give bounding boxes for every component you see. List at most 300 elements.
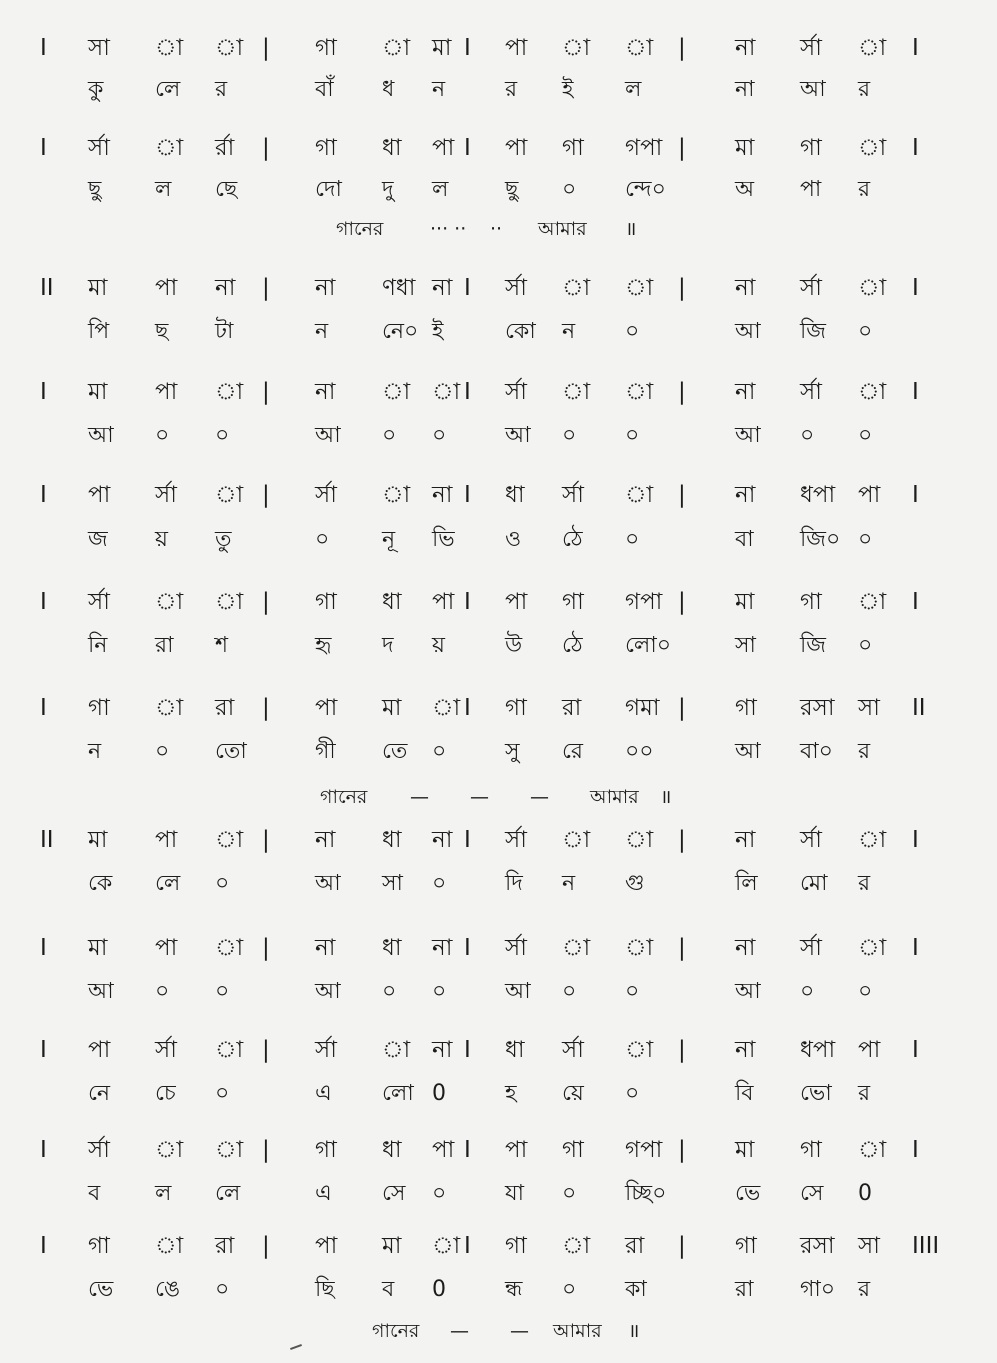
swara-row-cell: া [432,695,461,721]
swara-row-cell: পা [505,1137,528,1163]
lyric-row-cell: ন [432,77,446,102]
lyric-row-cell: ০ [155,739,170,764]
lyric-row-cell: আ [735,979,761,1004]
refrain-text: গানের [320,786,368,808]
lyric-row-cell: ০ [562,423,577,448]
lyric-row-cell: ০ [215,1081,230,1106]
swara-row-cell: | [262,695,270,721]
lyric-row-cell: র [858,77,871,102]
swara-row-cell: া [625,482,654,508]
lyric-row-cell: র [505,77,518,102]
swara-row-cell: গা [562,135,584,161]
lyric-row [0,1074,997,1114]
swara-row-cell: রসা [800,1233,835,1259]
lyric-row-cell: পা [800,177,822,202]
lyric-row-cell: য় [155,527,168,552]
swara-row-cell: I [40,35,47,61]
lyric-row-cell: জি [800,319,826,344]
lyric-row-cell: ০ [625,319,640,344]
swara-row-cell: | [678,827,686,853]
swara-row-cell: I [912,589,919,615]
swara-row-cell: | [262,1137,270,1163]
swara-row-cell: মা [735,135,755,161]
lyric-row-cell: ০০ [625,739,654,764]
lyric-row-cell: উ [505,633,523,658]
swara-row-cell: সা [88,35,110,61]
lyric-row-cell: দো [315,177,342,202]
swara-row-cell: র্সা [800,827,822,853]
swara-row-cell: া [625,935,654,961]
swara-row-cell: পা [432,589,455,615]
lyric-row [0,1270,997,1310]
swara-row-cell: রা [562,695,582,721]
lyric-row-cell: কো [505,319,536,344]
swara-row [0,128,997,168]
lyric-row [0,520,997,560]
lyric-row-cell: আ [505,423,531,448]
lyric-row-cell: 0 [432,1277,446,1302]
swara-row-cell: না [315,275,336,301]
lyric-row-cell: ০ [155,979,170,1004]
lyric-row-cell: ০ [625,979,640,1004]
lyric-row-cell: ঠে [562,527,583,552]
swara-row-cell: না [432,1037,453,1063]
lyric-row-cell: সু [505,739,520,764]
lyric-row-cell: আ [505,979,531,1004]
swara-row-cell: I [464,379,471,405]
lyric-row-cell: ০ [432,423,447,448]
lyric-row-cell: ভো [800,1081,832,1106]
lyric-row-cell: ধ [382,77,395,102]
swara-row-cell: সা [858,1233,880,1259]
swara-row-cell: I [912,275,919,301]
swara-row-cell: মা [735,1137,755,1163]
swara-row-cell: I [464,695,471,721]
lyric-row-cell: লে [155,871,181,896]
refrain-text: গানের [372,1320,420,1342]
swara-row-cell: মা [88,827,108,853]
swara-row-cell: া [155,1233,184,1259]
lyric-row-cell: ০ [858,527,873,552]
swara-row-cell: রা [625,1233,645,1259]
swara-row-cell: না [432,482,453,508]
lyric-row-cell: মো [800,871,828,896]
lyric-row-cell: 0 [432,1081,446,1106]
swara-row-cell: ধা [382,827,402,853]
lyric-row-cell: ছু [505,177,519,202]
lyric-row-cell: গা০ [800,1277,836,1302]
swara-row-cell: I [464,1137,471,1163]
swara-row [0,688,997,728]
lyric-row-cell: ন্ধ [505,1277,523,1302]
swara-row-cell: গা [505,695,527,721]
lyric-row-cell: বাঁ [315,77,334,102]
swara-row-cell: া [858,35,887,61]
swara-row-cell: ধা [382,935,402,961]
refrain-text: — [510,1320,529,1342]
lyric-row-cell: তে [382,739,408,764]
swara-row [0,1030,997,1070]
lyric-row-cell: আ [735,423,761,448]
swara-row-cell: মা [382,1233,402,1259]
lyric-row-cell: আ [735,319,761,344]
swara-row-cell: | [678,379,686,405]
lyric-row-cell: ঙে [155,1277,181,1302]
swara-row-cell: া [215,1137,244,1163]
swara-row-cell: না [432,275,453,301]
swara-row-cell: া [382,379,411,405]
swara-row-cell: না [735,35,756,61]
lyric-row [0,972,997,1012]
lyric-row-cell: ০ [562,979,577,1004]
swara-row-cell: | [262,135,270,161]
swara-row-cell: া [562,1233,591,1259]
swara-row-cell: া [215,1037,244,1063]
swara-row-cell: ধা [382,135,402,161]
swara-row-cell: ধা [505,1037,525,1063]
swara-row-cell: া [625,35,654,61]
lyric-row-cell: এ [315,1181,332,1206]
swara-row-cell: I [912,379,919,405]
lyric-row-cell: ০ [432,979,447,1004]
swara-row-cell: পা [505,35,528,61]
lyric-row-cell: ব [88,1181,101,1206]
swara-row-cell: র্সা [800,379,822,405]
swara-row-cell: I [40,695,47,721]
lyric-row-cell: লো [382,1081,414,1106]
lyric-row-cell: ০ [625,1081,640,1106]
lyric-row-cell: যা [505,1181,525,1206]
lyric-row [0,70,997,110]
swara-row-cell: না [315,935,336,961]
lyric-row-cell: ল [432,177,449,202]
swara-row-cell: I [912,135,919,161]
swara-row-cell: পা [505,135,528,161]
swara-row-cell: না [735,379,756,405]
swara-row-cell: র্সা [505,275,527,301]
refrain-text: — [530,786,549,808]
swara-row-cell: া [562,935,591,961]
lyric-row-cell: তু [215,527,232,552]
lyric-row-cell: ই [432,319,444,344]
swara-row-cell: না [735,482,756,508]
lyric-row-cell: ল [625,77,642,102]
lyric-row-cell: ০ [562,177,577,202]
swara-row-cell: র্সা [562,1037,584,1063]
swara-row-cell: গপা [625,1137,663,1163]
lyric-row-cell: কু [88,77,104,102]
swara-row-cell: মা [432,35,452,61]
lyric-row-cell: র [858,739,871,764]
lyric-row-cell: ভে [735,1181,761,1206]
lyric-row-cell: ন [562,319,576,344]
swara-row-cell: র্সা [800,935,822,961]
swara-row-cell: া [858,379,887,405]
lyric-row-cell: নি [88,633,108,658]
swara-row-cell: I [912,482,919,508]
swara-row [0,1130,997,1170]
swara-row-cell: া [432,1233,461,1259]
lyric-row-cell: জি০ [800,527,841,552]
lyric-row-cell: ও [505,527,522,552]
lyric-row-cell: ছি [315,1277,335,1302]
swara-row-cell: র্সা [800,275,822,301]
swara-row-cell: না [735,827,756,853]
lyric-row-cell: য় [432,633,445,658]
lyric-row-cell: রে [562,739,584,764]
swara-row-cell: পা [505,589,528,615]
lyric-row-cell: লে [215,1181,241,1206]
lyric-row-cell: আ [315,871,341,896]
swara-row-cell: র্সা [505,827,527,853]
lyric-row-cell: ০ [215,423,230,448]
swara-row-cell: সা [858,695,880,721]
swara-row-cell: I [464,35,471,61]
lyric-row-cell: নে [88,1081,111,1106]
swara-row-cell: া [625,827,654,853]
lyric-row-cell: ব [382,1277,395,1302]
lyric-row-cell: লি [735,871,758,896]
swara-row-cell: I [40,379,47,405]
swara-row-cell: রা [215,1233,235,1259]
swara-row-cell: I [464,827,471,853]
swara-row-cell: না [432,935,453,961]
lyric-row-cell: ০ [432,739,447,764]
swara-row-cell: া [858,935,887,961]
refrain-text: গানের [336,218,384,240]
swara-row-cell: া [155,135,184,161]
lyric-row [0,1174,997,1214]
lyric-row [0,312,997,352]
lyric-row-cell: সা [735,633,756,658]
lyric-row-cell: জ [88,527,108,552]
lyric-row-cell: টা [215,319,234,344]
lyric-row [0,626,997,666]
swara-row-cell: ধা [382,1137,402,1163]
swara-row-cell: া [215,379,244,405]
swara-row-cell: মা [88,275,108,301]
swara-row-cell: II [912,695,926,721]
lyric-row-cell: র [215,77,228,102]
swara-row-cell: া [155,1137,184,1163]
swara-row [0,28,997,68]
swara-row-cell: া [858,275,887,301]
lyric-row-cell: কা [625,1277,647,1302]
lyric-row [0,416,997,456]
swara-row-cell: র্সা [88,135,110,161]
lyric-row-cell: সে [382,1181,406,1206]
swara-row-cell: গা [800,1137,822,1163]
lyric-row-cell: বা [735,527,754,552]
swara-row-cell: া [858,1137,887,1163]
lyric-row-cell: আ [735,739,761,764]
swara-row-cell: পা [858,482,881,508]
lyric-row-cell: রা [735,1277,754,1302]
swara-row-cell: গপা [625,589,663,615]
swara-row-cell: না [432,827,453,853]
swara-row-cell: | [678,1233,686,1259]
swara-row-cell: | [262,482,270,508]
swara-row-cell: পা [155,379,178,405]
swara-row-cell: I [40,1233,47,1259]
lyric-row-cell: বা০ [800,739,833,764]
lyric-row-cell: আ [800,77,826,102]
lyric-row-cell: এ [315,1081,332,1106]
lyric-row-cell: ০ [215,1277,230,1302]
swara-row-cell: I [464,135,471,161]
lyric-row-cell: য়ে [562,1081,584,1106]
swara-row-cell: া [215,35,244,61]
lyric-row-cell: র [858,1277,871,1302]
lyric-row-cell: সে [800,1181,824,1206]
swara-row-cell: না [215,275,236,301]
swara-row-cell: গা [315,35,337,61]
swara-row [0,582,997,622]
swara-row-cell: | [262,827,270,853]
lyric-row-cell: ০ [625,423,640,448]
swara-row-cell: | [678,1137,686,1163]
swara-row-cell: ধা [505,482,525,508]
swara-row-cell: পা [155,827,178,853]
lyric-row-cell: ০ [215,871,230,896]
lyric-row-cell: ০ [562,1181,577,1206]
lyric-row-cell: নে০ [382,319,419,344]
lyric-row-cell: ০ [382,423,397,448]
swara-row-cell: I [40,1037,47,1063]
swara-row-cell: র্সা [315,482,337,508]
swara-row-cell: | [262,1233,270,1259]
swara-row-cell: া [155,695,184,721]
swara-row-cell: I [40,1137,47,1163]
lyric-row-cell: ভে [88,1277,114,1302]
lyric-row-cell: জি [800,633,826,658]
swara-row-cell: I [912,935,919,961]
lyric-row-cell: গু [625,871,645,896]
lyric-row-cell: পি [88,319,110,344]
swara-row-cell: া [215,482,244,508]
swara-row-cell: পা [315,1233,338,1259]
swara-row-cell: গা [562,1137,584,1163]
swara-row-cell: র্সা [505,935,527,961]
refrain-text: ॥ [628,1320,640,1342]
swara-row [0,268,997,308]
lyric-row-cell: কে [88,871,113,896]
swara-row-cell: | [262,35,270,61]
swara-row-cell: পা [315,695,338,721]
refrain-text: — [450,1320,469,1342]
lyric-row-cell: র [858,871,871,896]
lyric-row-cell: ০ [155,423,170,448]
swara-row-cell: ধা [382,589,402,615]
swara-row-cell: মা [382,695,402,721]
lyric-row-cell: লে [155,77,181,102]
refrain-text: ॥ [660,786,672,808]
swara-row-cell: া [215,589,244,615]
swara-row-cell: II [40,275,54,301]
lyric-row-cell: চে [155,1081,176,1106]
swara-row-cell: গা [735,695,757,721]
swara-row-cell: মা [88,935,108,961]
swara-row-cell: গা [315,135,337,161]
lyric-row-cell: ঠে [562,633,583,658]
swara-row [0,820,997,860]
swara-row-cell: া [432,379,461,405]
swara-row-cell: ধপা [800,482,836,508]
swara-row-cell: | [678,1037,686,1063]
swara-row-cell: I [464,275,471,301]
swara-row-cell: া [625,1037,654,1063]
swara-row-cell: | [678,275,686,301]
swara-row-cell: া [562,275,591,301]
lyric-row-cell: ন্দে০ [625,177,666,202]
lyric-row-cell: দি [505,871,523,896]
swara-row-cell: গা [800,135,822,161]
swara-row-cell: | [678,935,686,961]
lyric-row-cell: ০ [858,423,873,448]
swara-row-cell: া [562,35,591,61]
lyric-row-cell: ন [88,739,102,764]
swara-row-cell: | [678,695,686,721]
lyric-row-cell: দু [382,177,394,202]
lyric-row-cell: ০ [858,319,873,344]
lyric-row-cell: শ [215,633,229,658]
swara-row-cell: গা [88,695,110,721]
lyric-row-cell: ন [562,871,576,896]
swara-row-cell: I [464,1037,471,1063]
lyric-row-cell: হৃ [315,633,332,658]
swara-row-cell: | [262,935,270,961]
lyric-row-cell: র [858,1081,871,1106]
swara-row-cell: ণধা [382,275,416,301]
lyric-row-cell: ভি [432,527,455,552]
swara-row-cell: র্সা [155,1037,177,1063]
refrain-text: আমার [538,218,587,240]
swara-row-cell: ধপা [800,1037,836,1063]
lyric-row-cell: ০ [315,527,330,552]
swara-row-cell: I [40,135,47,161]
swara-row-cell: পা [155,275,178,301]
refrain-text: আমার [553,1320,602,1342]
lyric-row-cell: আ [88,979,114,1004]
swara-row-cell: II [40,827,54,853]
swara-row-cell: I [464,482,471,508]
swara-row-cell: | [678,35,686,61]
lyric-row-cell: ০ [625,527,640,552]
swara-row-cell: া [382,1037,411,1063]
refrain-text: আমার [590,786,639,808]
swara-row [0,928,997,968]
swara-row-cell: মা [735,589,755,615]
lyric-row-cell: ০ [432,871,447,896]
swara-row-cell: পা [155,935,178,961]
lyric-row-cell: ছে [215,177,238,202]
lyric-row-cell: ০ [800,423,815,448]
swara-row-cell: া [155,35,184,61]
swara-row-cell: া [215,827,244,853]
lyric-row-cell: আ [315,979,341,1004]
lyric-row-cell: ছ [155,319,169,344]
refrain-text: ॥ [625,218,637,240]
swara-row-cell: I [912,1137,919,1163]
swara-row-cell: া [858,589,887,615]
swara-row-cell: গপা [625,135,663,161]
swara-row-cell: পা [432,1137,455,1163]
swara-row-cell: IIII [912,1233,940,1259]
lyric-row-cell: ল [155,1181,172,1206]
lyric-row-cell: ০ [432,1181,447,1206]
lyric-row [0,732,997,772]
swara-row-cell: I [40,935,47,961]
